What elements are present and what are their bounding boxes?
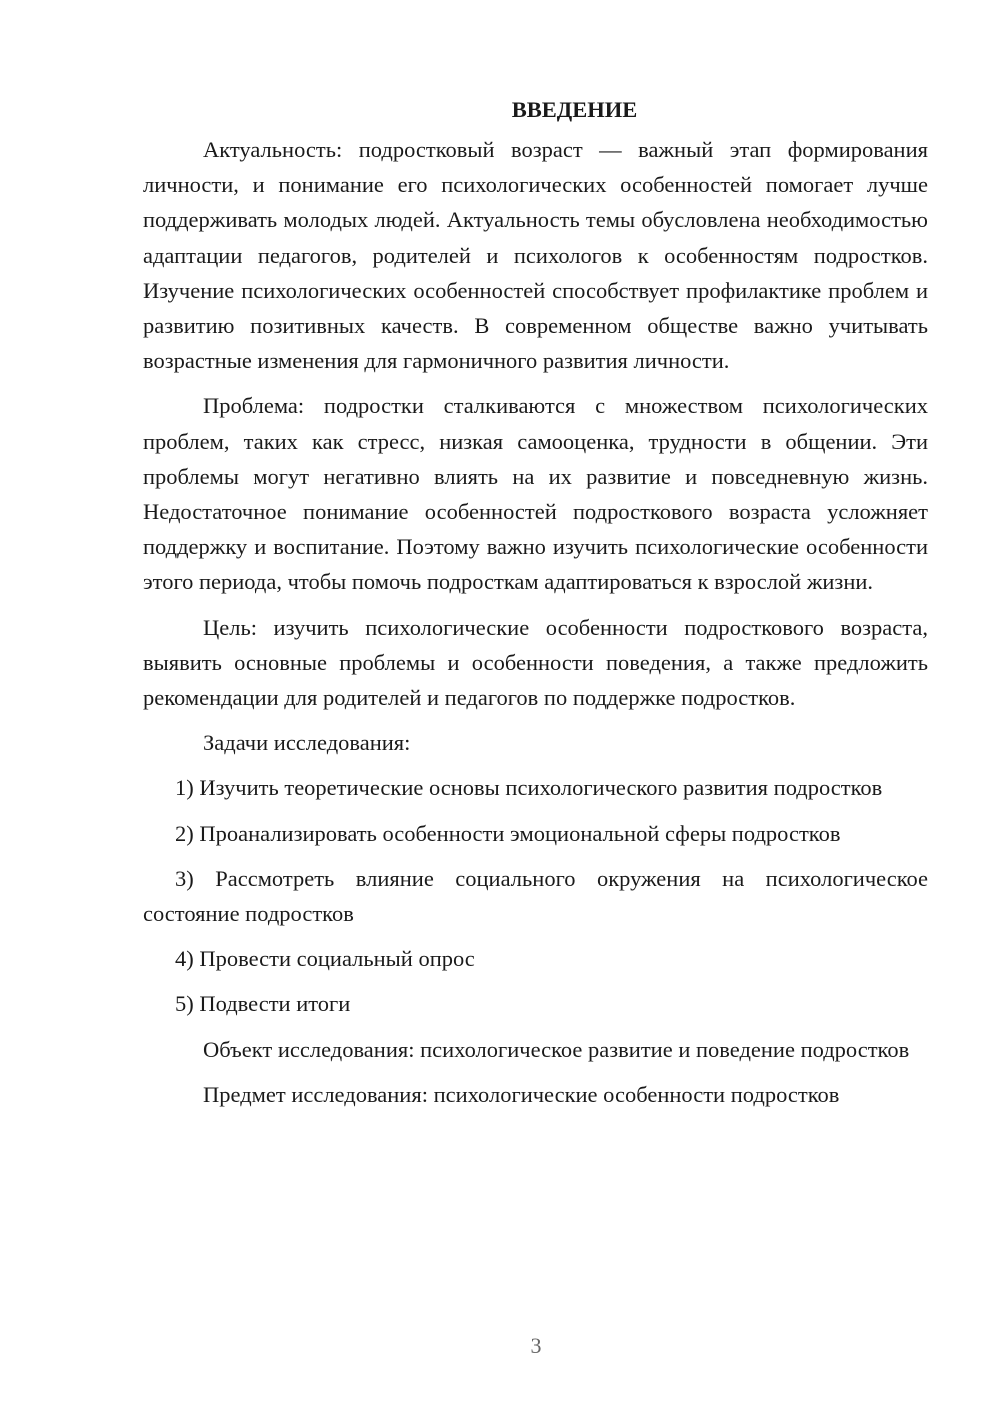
problem-paragraph: Проблема: подростки сталкиваются с множеством психологических проблем, таких как стресс, низкая самооценка, трудности в общении. Эти проблемы могут негативно влиять на их развитие и повседневную жизнь. Недостаточное понимание особенностей подросткового возраста усложняет поддержку и воспитание. Поэтому важно изучить психологические особенности этого периода, чтобы помочь подросткам адаптироваться к взрослой жизни.: [143, 393, 928, 595]
research-object: Объект исследования: психологическое развитие и поведение подростков: [203, 1036, 910, 1062]
task-item: 4) Провести социальный опрос: [175, 946, 475, 972]
research-subject: Предмет исследования: психологические особенности подростков: [203, 1081, 840, 1107]
page-content: [143, 92, 928, 1112]
relevance-paragraph: Актуальность: подростковый возраст — важный этап формирования личности, и понимание его психологических особенностей помогает лучше поддерживать молодых людей. Актуальность темы обусловлена необходимостью адаптации педагогов, родителей и психологов к особенностям подростков. Изучение психологических особенностей способствует профилактике проблем и развитию позитивных качеств. В современном обществе важно учитывать возрастные изменения для гармоничного развития личности.: [143, 137, 928, 374]
task-item: 5) Подвести итоги: [175, 991, 351, 1017]
tasks-heading: Задачи исследования:: [203, 730, 411, 756]
page-title: ВВЕДЕНИЕ: [511, 97, 638, 122]
task-item: 3) Рассмотреть влияние социального окружения на психологическое состояние подростков: [143, 865, 928, 927]
goal-paragraph: Цель: изучить психологические особенности подросткового возраста, выявить основные проблемы и особенности поведения, а также предложить рекомендации для родителей и педагогов по поддержке подростков.: [143, 614, 928, 711]
page-number: 3: [530, 1333, 542, 1358]
task-item: 2) Проанализировать особенности эмоциональной сферы подростков: [175, 820, 841, 846]
task-item: 1) Изучить теоретические основы психологического развития подростков: [175, 775, 883, 801]
